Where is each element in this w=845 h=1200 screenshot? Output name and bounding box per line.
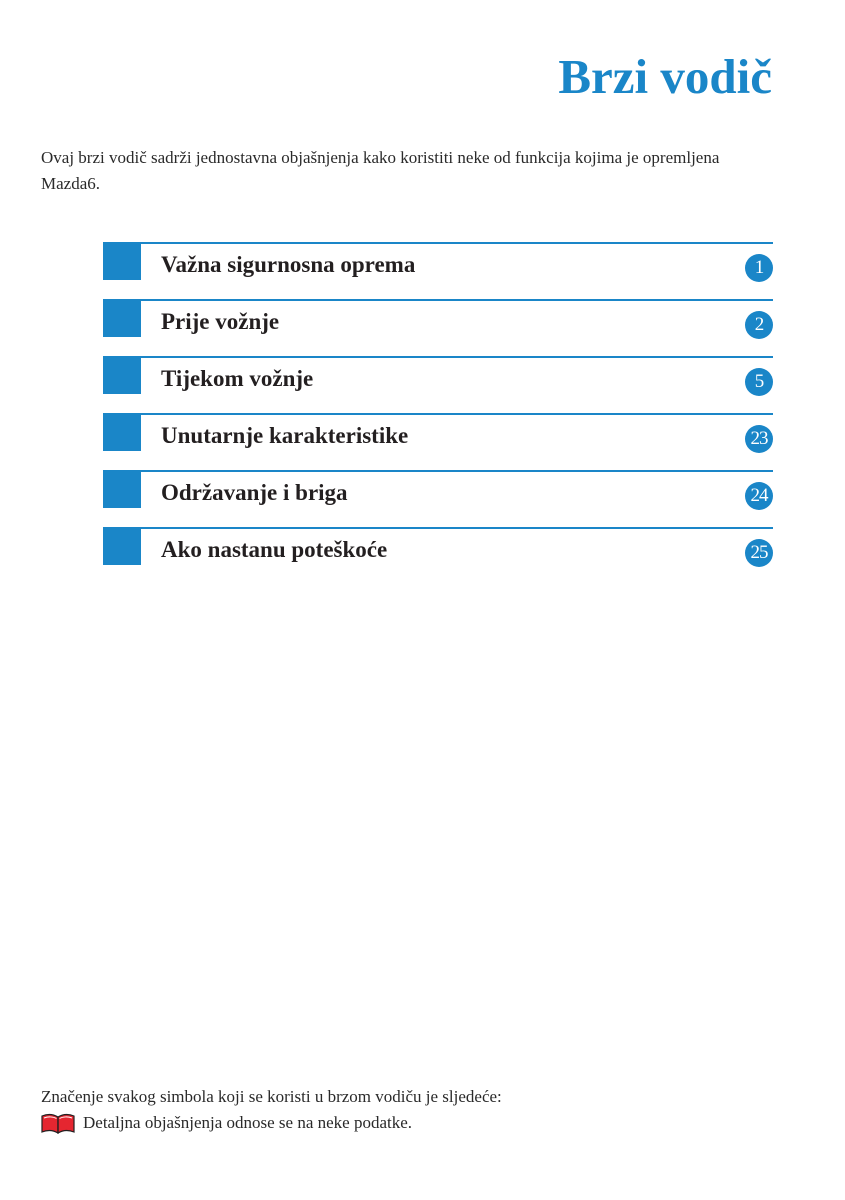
toc-page-number: 5 [745,368,773,396]
toc-item-label: Prije vožnje [161,309,280,334]
toc-item-label: Održavanje i briga [161,480,348,505]
section-marker [103,242,141,280]
section-marker [103,299,141,337]
toc-page-number: 23 [745,425,773,453]
legend-title: Značenje svakog simbola koji se koristi u brzom vodiču je sljedeće: [41,1087,502,1106]
toc-item-before-driving[interactable] [103,299,773,337]
section-marker [103,470,141,508]
section-rule [141,242,773,244]
section-rule [141,527,773,529]
toc-item-label: Ako nastanu poteškoće [161,537,388,562]
intro-paragraph: Ovaj brzi vodič sadrži jednostavna objašnjenja kako koristiti neke od funkcija kojima je opremljena Mazda6. [41,148,720,193]
open-book-icon [41,1113,75,1135]
section-marker [103,356,141,394]
section-rule [141,413,773,415]
toc-item-while-driving[interactable] [103,356,773,394]
table-of-contents [103,242,773,584]
section-rule [141,299,773,301]
toc-page-number: 25 [745,539,773,567]
legend-item-text: Detaljna objašnjenja odnose se na neke podatke. [83,1113,413,1132]
section-rule [141,470,773,472]
section-marker [103,413,141,451]
toc-item-interior-features[interactable] [103,413,773,451]
toc-item-label: Tijekom vožnje [161,366,314,391]
toc-page-number: 2 [745,311,773,339]
toc-item-if-problems-occur[interactable] [103,527,773,565]
toc-page-number: 24 [745,482,773,510]
page-title: Brzi vodič [558,49,772,104]
toc-page-number: 1 [745,254,773,282]
legend-item [41,1111,801,1135]
section-marker [103,527,141,565]
symbol-legend [41,1085,801,1135]
section-rule [141,356,773,358]
toc-item-label: Važna sigurnosna oprema [161,252,416,277]
toc-item-maintenance-and-care[interactable] [103,470,773,508]
toc-item-label: Unutarnje karakteristike [161,423,409,448]
toc-item-important-safety-equipment[interactable] [103,242,773,280]
